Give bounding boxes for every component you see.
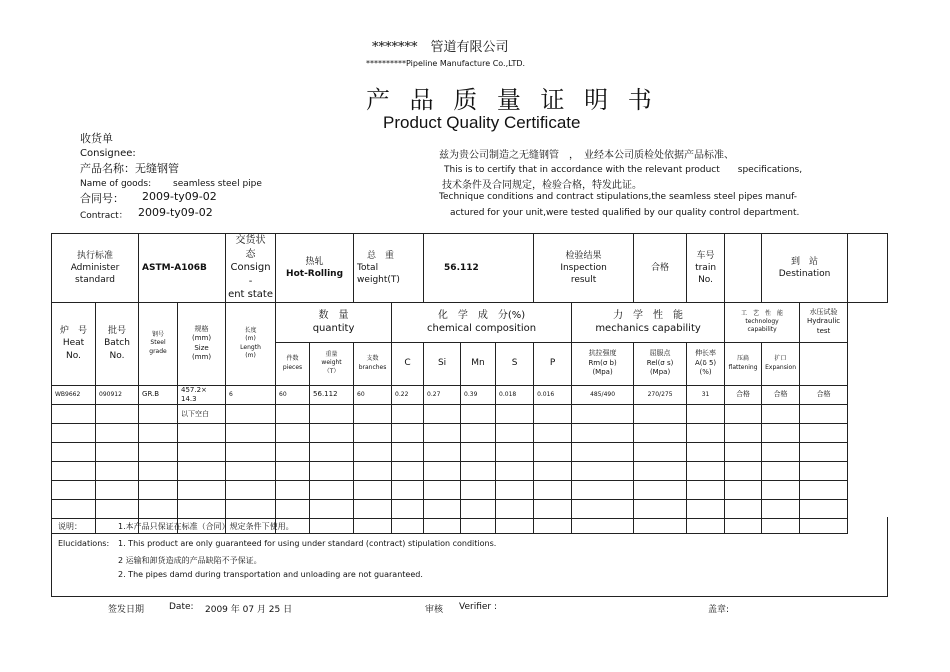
- hydraulic-header-en2: test: [816, 326, 831, 335]
- inspection-label-cell: [534, 234, 634, 303]
- size-header-cn: 规格: [194, 324, 209, 333]
- yield-cell: [634, 405, 687, 424]
- company-name-cn: ******* 管道有限公司: [372, 40, 509, 55]
- contract-value-en: 2009-ty09-02: [138, 206, 213, 219]
- flattening-header-en: flattening: [728, 363, 758, 371]
- contract-value-cn: 2009-ty09-02: [142, 190, 217, 203]
- s-cell: [496, 405, 534, 424]
- elongation-cell: [687, 405, 725, 424]
- contract-label-cn: 合同号：: [80, 192, 124, 205]
- branches-cell: [354, 405, 392, 424]
- mn-cell: 0.39: [461, 385, 496, 405]
- si-cell: 0.27: [424, 385, 461, 405]
- tensile-header-unit: (Mpa): [592, 368, 613, 377]
- quantity-header-cn: 数 量: [318, 309, 349, 321]
- inspection-label-en2: result: [570, 274, 597, 285]
- length-header: [226, 302, 276, 385]
- grade-header: [139, 302, 178, 385]
- certificate-table: [51, 233, 888, 534]
- hydraulic-header-en1: Hydraulic: [806, 317, 841, 326]
- pieces-header: [276, 342, 310, 385]
- flattening-header-cn: 压扁: [737, 355, 750, 363]
- elongation-header-cn: 伸长率: [695, 349, 717, 358]
- branches-cell: 60: [354, 385, 392, 405]
- inspection-value: 合格: [634, 234, 687, 303]
- weight-label-en2: weight(T): [357, 274, 400, 285]
- expansion-cell: [762, 405, 800, 424]
- expansion-header-cn: 扩口: [774, 355, 787, 363]
- goods-label-cn: 产品名称：无缝钢管: [80, 162, 179, 175]
- delivery-value-cell: [276, 234, 354, 303]
- standard-label-en2: standard: [75, 274, 115, 285]
- hydraulic-header-cn: 水压试验: [809, 307, 838, 316]
- elongation-header-unit: (%): [699, 368, 712, 377]
- date-label-cn: 签发日期: [108, 605, 145, 615]
- table-row-empty: [52, 443, 888, 462]
- technology-header-cn: 工 艺 性 能: [741, 309, 784, 317]
- branches-header-en: branches: [358, 363, 387, 371]
- consignee-label-en: Consignee:: [80, 148, 136, 159]
- tensile-header: [572, 342, 634, 385]
- seal-label: 盖章:: [708, 605, 730, 615]
- quantity-header: [276, 302, 392, 342]
- table-row-empty: [52, 462, 888, 481]
- length-header-unit2: (m): [245, 351, 256, 359]
- certify-line-1: 兹为贵公司制造之无缝钢管 ， 业经本公司质检处依据产品标准、: [439, 150, 734, 161]
- batch-header-cn: 批号: [108, 326, 127, 337]
- summary-row: [52, 234, 888, 303]
- chemical-header: [392, 302, 572, 342]
- expansion-header: [762, 342, 800, 385]
- weight-header-cn: 重量: [325, 351, 338, 359]
- note-2-en: 2. The pipes damd during transportation and unloading are not guaranteed.: [118, 570, 423, 579]
- c-cell: [392, 405, 424, 424]
- weight-cell: [310, 405, 354, 424]
- weight-header-en: weight: [321, 359, 342, 367]
- batch-cell: 090912: [96, 385, 139, 405]
- grade-header-cn: 钢号: [152, 331, 165, 339]
- size-header-en: Size: [194, 343, 209, 352]
- train-value: [725, 234, 762, 303]
- mn-cell: [461, 405, 496, 424]
- batch-header-en1: Batch: [104, 338, 130, 349]
- grade-header-en2: grade: [149, 347, 167, 355]
- c-header: C: [392, 342, 424, 385]
- grade-cell: GR.B: [139, 385, 178, 405]
- length-cell: 6: [226, 385, 276, 405]
- issue-date: 2009 年 07 月 25 日: [205, 605, 293, 615]
- grade-header-en1: Steel: [150, 339, 166, 347]
- delivery-value-cn: 热轧: [305, 256, 324, 267]
- table-row-empty: [52, 424, 888, 443]
- note-1-en: 1. This product are only guaranteed for using under standard (contract) stipulation conditions.: [118, 539, 497, 548]
- table-row: [52, 385, 888, 405]
- elongation-header-en: A(δ 5): [694, 358, 717, 367]
- size-header-unit2: (mm): [191, 352, 212, 361]
- flattening-cell: [725, 405, 762, 424]
- length-header-en: Length: [240, 343, 261, 351]
- certify-line-3: 技术条件及合同规定，检验合格，特发此证。: [442, 180, 642, 191]
- branches-header-cn: 支数: [366, 355, 379, 363]
- certify-line-5: actured for your unit,were tested qualified by our quality control department.: [450, 208, 800, 218]
- verifier-label-en: Verifier :: [459, 602, 497, 612]
- table-row: [52, 405, 888, 424]
- weight-label-cn: 总 重: [367, 250, 395, 261]
- delivery-value: Hot-Rolling: [286, 268, 344, 279]
- goods-value-en: seamless steel pipe: [173, 179, 262, 189]
- technology-header-en: technology capability: [745, 317, 791, 334]
- weight-label-cell: [354, 234, 424, 303]
- heat-header-en2: No.: [66, 350, 81, 361]
- verifier-label-cn: 审核: [425, 605, 444, 615]
- destination-label-en: Destination: [778, 268, 831, 279]
- yield-header-cn: 屈服点: [649, 349, 671, 358]
- delivery-label-cn2: 态: [245, 248, 256, 260]
- standard-label-cell: [52, 234, 139, 303]
- company-name-en: **********Pipeline Manufacture Co.,LTD.: [366, 59, 526, 68]
- heat-cell: WB9662: [52, 385, 96, 405]
- destination-label-cell: [762, 234, 848, 303]
- weight-label-en1: Total: [357, 262, 379, 273]
- grade-cell: [139, 405, 178, 424]
- yield-header-en: Rel(σ s): [646, 358, 674, 367]
- pieces-header-cn: 件数: [286, 355, 299, 363]
- date-label-en: Date:: [169, 602, 194, 612]
- pieces-header-en: pieces: [282, 363, 303, 371]
- certify-line-2: This is to certify that in accordance with the relevant product specifications,: [444, 165, 803, 175]
- s-header: S: [496, 342, 534, 385]
- length-header-cn: 长度: [244, 327, 257, 335]
- length-header-unit1: (m): [245, 335, 256, 343]
- delivery-label-en1: Consign: [230, 262, 271, 273]
- heat-header-en1: Heat: [62, 338, 85, 349]
- standard-label-en1: Administer: [70, 262, 120, 273]
- s-cell: 0.018: [496, 385, 534, 405]
- table-row-empty: [52, 481, 888, 500]
- title-en: Product Quality Certificate: [383, 113, 581, 132]
- batch-cell: [96, 405, 139, 424]
- technology-header: [725, 302, 800, 342]
- yield-header: [634, 342, 687, 385]
- pieces-cell: [276, 405, 310, 424]
- expansion-cell: 合格: [762, 385, 800, 405]
- yield-header-unit: (Mpa): [649, 368, 671, 377]
- tensile-cell: [572, 405, 634, 424]
- si-cell: [424, 405, 461, 424]
- hydraulic-header: [800, 302, 848, 342]
- weight-cell: 56.112: [310, 385, 354, 405]
- header-row-1: [52, 302, 888, 342]
- hydraulic-cell: [800, 405, 848, 424]
- train-label-cell: [687, 234, 725, 303]
- c-cell: 0.22: [392, 385, 424, 405]
- p-cell: 0.016: [534, 385, 572, 405]
- batch-header: [96, 302, 139, 385]
- expansion-header-en: Expansion: [765, 363, 797, 371]
- yield-cell: 270/275: [634, 385, 687, 405]
- chemical-header-en: chemical composition: [427, 323, 537, 334]
- notes-box: [51, 517, 888, 597]
- inspection-label-cn: 检验结果: [565, 250, 602, 261]
- contract-label-en: Contract：: [80, 211, 128, 221]
- length-cell: [226, 405, 276, 424]
- note-1-cn: 1.本产品只保证在标准（合同）规定条件下使用。: [118, 522, 294, 531]
- pieces-cell: 60: [276, 385, 310, 405]
- tensile-cell: 485/490: [572, 385, 634, 405]
- flattening-cell: 合格: [725, 385, 762, 405]
- si-header: Si: [424, 342, 461, 385]
- delivery-label-cell: [226, 234, 276, 303]
- elongation-cell: 31: [687, 385, 725, 405]
- delivery-label-cn1: 交货状: [235, 235, 266, 246]
- destination-value: [848, 234, 888, 303]
- quantity-header-en: quantity: [312, 323, 355, 334]
- delivery-label-en2: -: [248, 275, 253, 287]
- branches-header: [354, 342, 392, 385]
- heat-header-cn: 炉 号: [59, 326, 87, 337]
- certify-line-4: Technique conditions and contract stipulations,the seamless steel pipes manuf-: [439, 192, 798, 202]
- mechanics-header: [572, 302, 725, 342]
- size-cell: 457.2× 14.3: [178, 385, 226, 405]
- tensile-header-cn: 抗拉强度: [588, 349, 617, 358]
- flattening-header: [725, 342, 762, 385]
- destination-label-cn: 到 站: [791, 256, 819, 267]
- weight-header-unit: （T）: [323, 367, 340, 375]
- hydraulic-cell: 合格: [800, 385, 848, 405]
- mechanics-header-en: mechanics capability: [595, 323, 701, 334]
- standard-value: ASTM-A106B: [139, 234, 226, 303]
- heat-cell: [52, 405, 96, 424]
- delivery-label-en3: ent state: [228, 289, 273, 300]
- title-cn: 产 品 质 量 证 明 书: [366, 86, 658, 114]
- batch-header-en2: No.: [109, 350, 125, 361]
- mechanics-header-cn: 力 学 性 能: [613, 309, 684, 321]
- train-label-en1: train: [695, 262, 717, 273]
- standard-label-cn: 执行标准: [77, 250, 114, 261]
- size-cell: 以下空白: [178, 405, 226, 424]
- p-header: P: [534, 342, 572, 385]
- train-label-en2: No.: [698, 274, 714, 285]
- tensile-header-en: Rm(σ b): [588, 358, 617, 367]
- heat-header: [52, 302, 96, 385]
- inspection-label-en1: Inspection: [560, 262, 607, 273]
- train-label-cn: 车号: [696, 250, 715, 261]
- notes-label-en: Elucidations:: [58, 539, 110, 548]
- mn-header: Mn: [461, 342, 496, 385]
- consignee-label-cn: 收货单: [80, 132, 113, 145]
- p-cell: [534, 405, 572, 424]
- note-2-cn: 2 运输和卸货造成的产品缺陷不予保证。: [118, 556, 262, 565]
- goods-label-en: Name of goods:: [80, 179, 152, 189]
- weight-header: [310, 342, 354, 385]
- size-header: [178, 302, 226, 385]
- chemical-header-cn: 化 学 成 分(%): [437, 309, 526, 321]
- hydraulic-header-blank: [800, 342, 848, 385]
- notes-label-cn: 说明：: [58, 522, 82, 531]
- elongation-header: [687, 342, 725, 385]
- total-weight-value: 56.112: [424, 234, 534, 303]
- size-header-unit1: (mm): [191, 334, 212, 343]
